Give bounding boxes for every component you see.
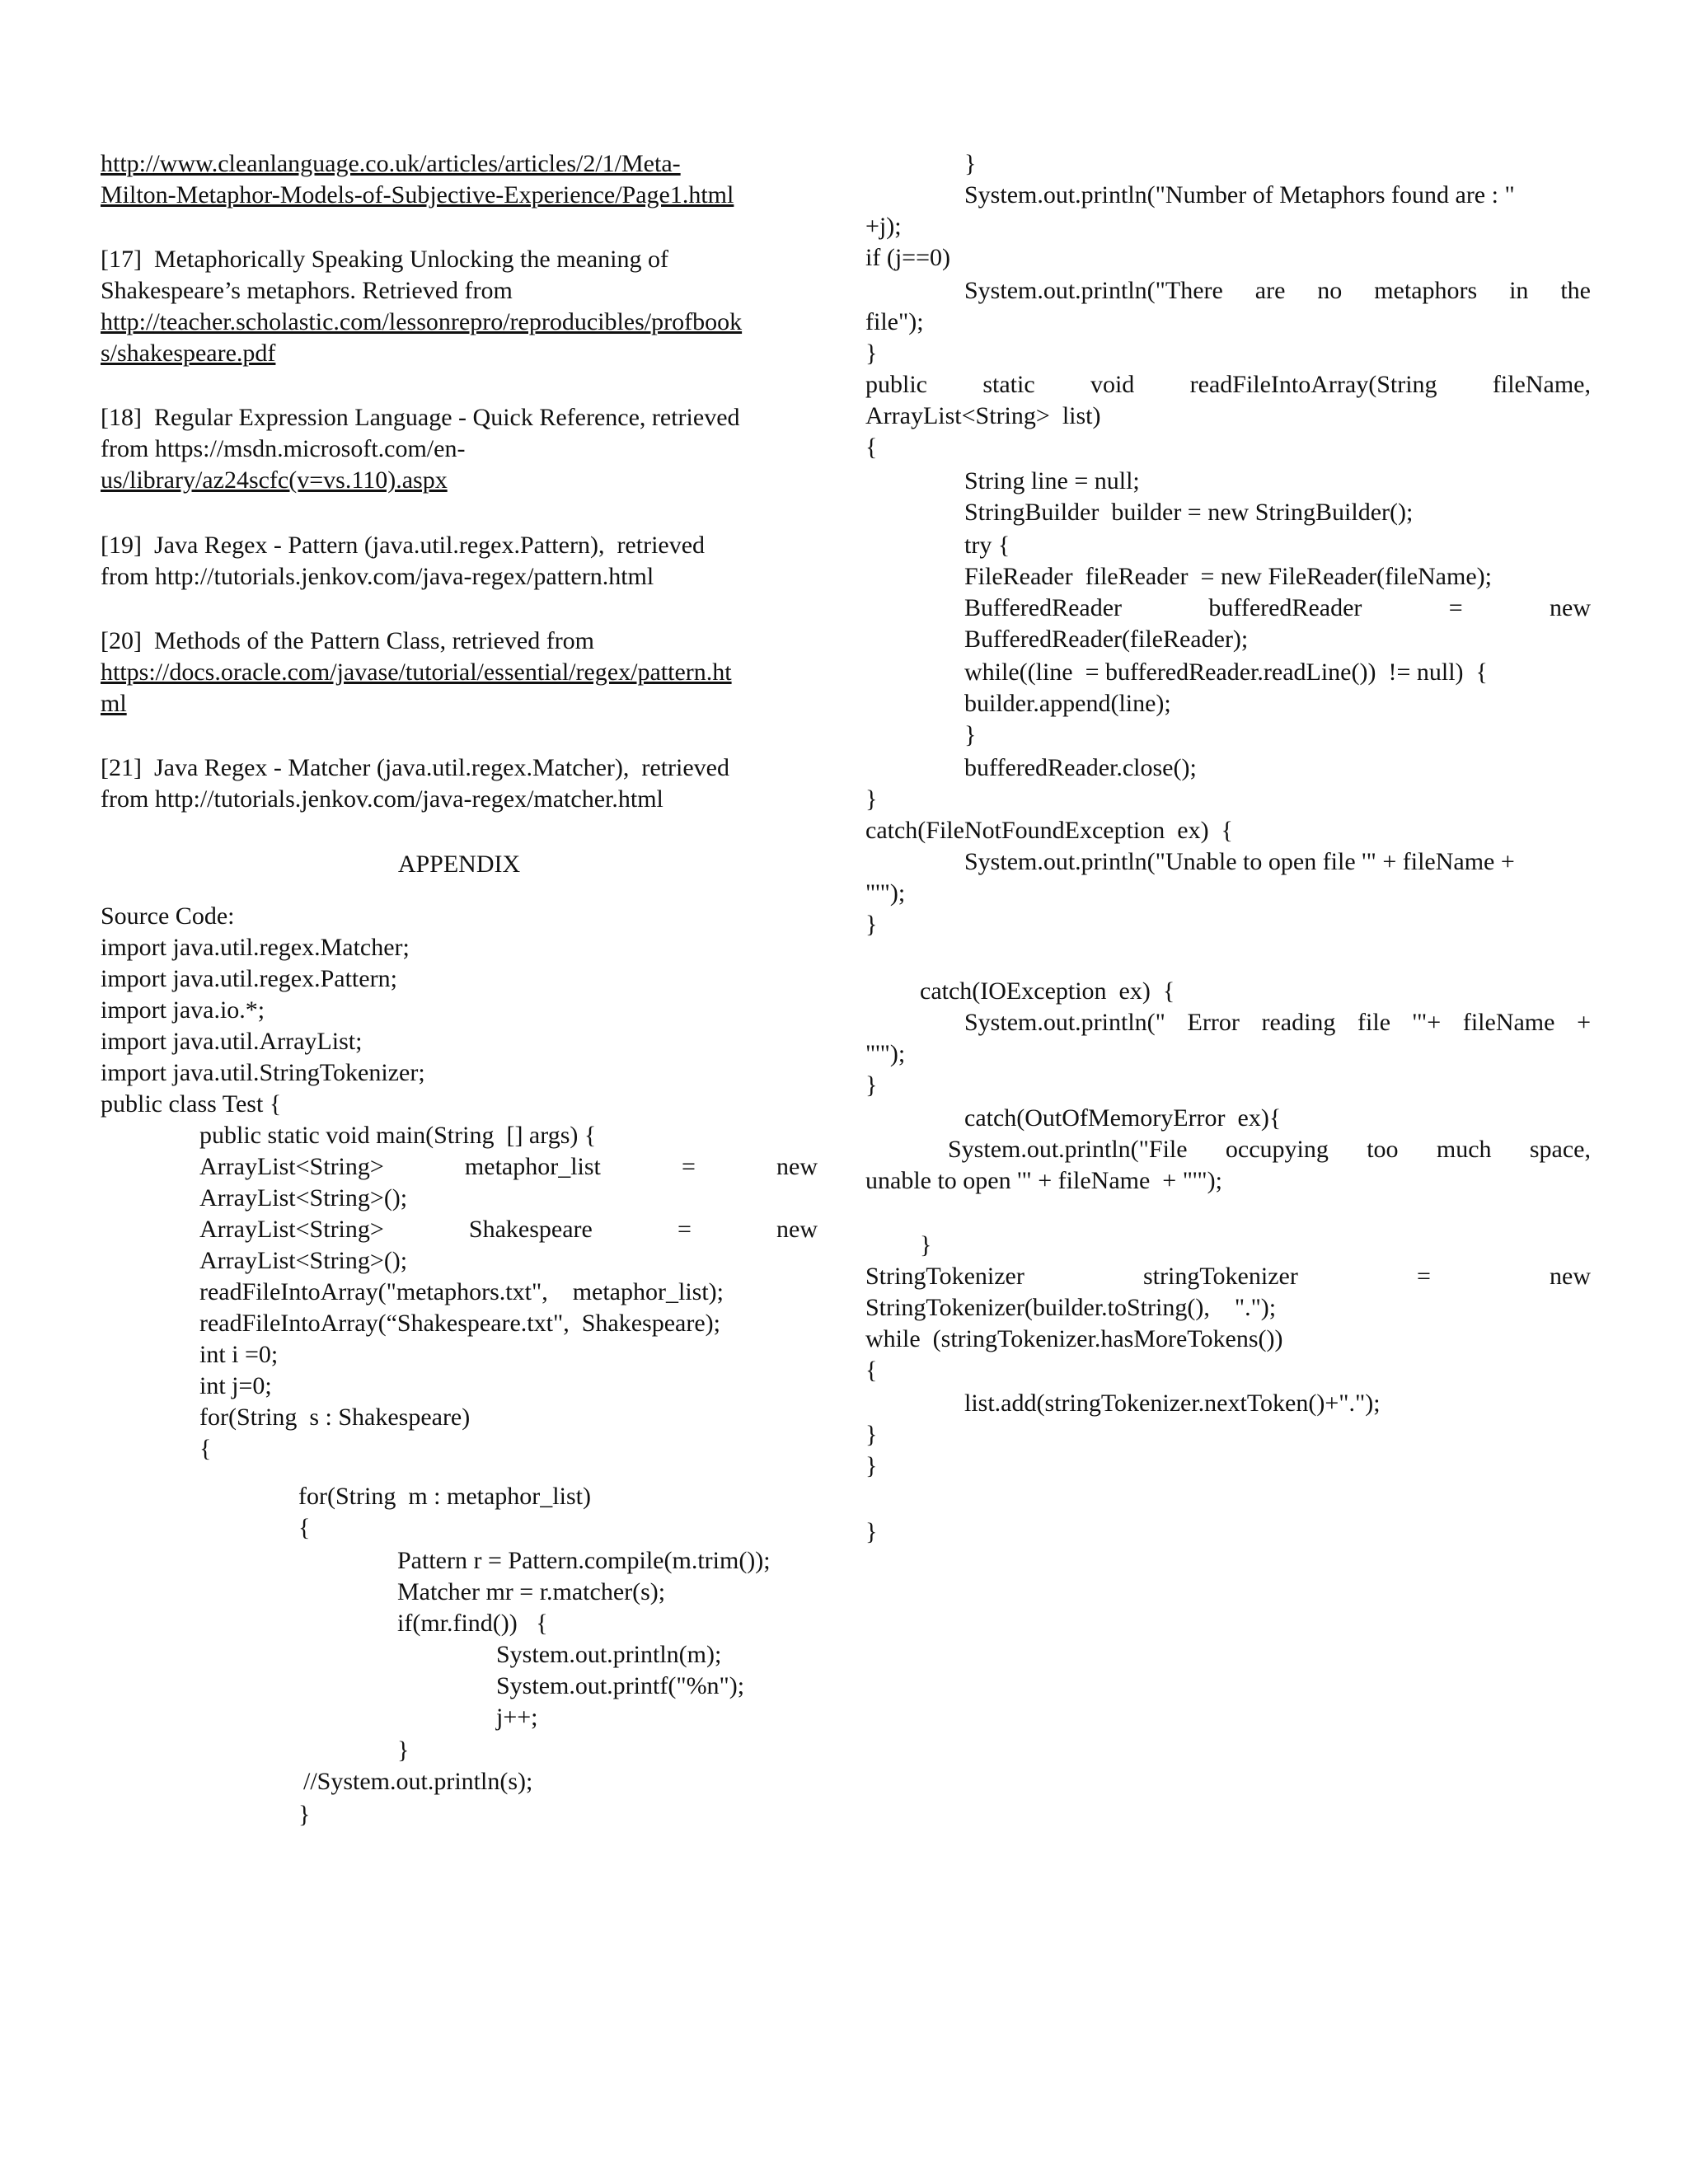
code-line: builder.append(line); [964, 690, 1171, 717]
code-line: } [298, 1801, 311, 1828]
code-line: FileReader fileReader = new FileReader(fileName); [964, 563, 1492, 590]
code-line: "'"); [865, 879, 906, 907]
reference-19: [19] Java Regex - Pattern (java.util.regex.Pattern), retrieved [101, 532, 706, 559]
code-line: StringTokenizer stringTokenizer = new [865, 1263, 1591, 1290]
code-line: ArrayList<String> list) [865, 402, 1101, 429]
code-line: { [298, 1514, 311, 1541]
code-line: } [865, 1421, 878, 1448]
code-line: import java.io.*; [101, 996, 265, 1024]
code-line: for(String s : Shakespeare) [199, 1404, 471, 1431]
reference-text: from http://tutorials.jenkov.com/java-regex/matcher.html [101, 785, 663, 813]
reference-link[interactable]: s/shakespeare.pdf [101, 340, 276, 367]
reference-link[interactable]: https://docs.oracle.com/javase/tutorial/essential/regex/pattern.ht [101, 658, 732, 686]
code-line: System.out.println("Unable to open file '" + fileName + [964, 848, 1515, 875]
code-line: BufferedReader bufferedReader = new [964, 594, 1591, 621]
code-line: } [865, 911, 878, 938]
code-line: bufferedReader.close(); [964, 754, 1197, 781]
code-line: String line = null; [964, 467, 1140, 494]
code-line: file"); [865, 308, 924, 335]
code-line: } [865, 785, 878, 813]
reference-link[interactable]: Milton-Metaphor-Models-of-Subjective-Experience/Page1.html [101, 181, 734, 209]
code-line: import java.util.ArrayList; [101, 1028, 363, 1055]
code-line: System.out.println(m); [496, 1641, 722, 1668]
code-line: list.add(stringTokenizer.nextToken()+"."); [964, 1390, 1381, 1417]
code-line: } [920, 1231, 932, 1258]
code-line: public class Test { [101, 1090, 282, 1118]
code-line: j++; [496, 1704, 538, 1731]
code-line: ArrayList<String>(); [199, 1184, 408, 1212]
reference-text: from https://msdn.microsoft.com/en- [101, 435, 466, 462]
source-code-label: Source Code: [101, 902, 235, 930]
code-line: "'"); [865, 1040, 906, 1067]
code-line: try { [964, 532, 1010, 559]
code-line: ArrayList<String> Shakespeare = new [199, 1216, 818, 1243]
code-line: Pattern r = Pattern.compile(m.trim()); [397, 1547, 771, 1574]
reference-link[interactable]: http://www.cleanlanguage.co.uk/articles/articles/2/1/Meta- [101, 150, 681, 177]
reference-18: [18] Regular Expression Language - Quick Reference, retrieved [101, 404, 740, 431]
code-line: for(String m : metaphor_list) [298, 1483, 591, 1510]
code-line: while (stringTokenizer.hasMoreTokens()) [865, 1325, 1283, 1352]
code-line: unable to open '" + fileName + "'"); [865, 1167, 1222, 1194]
code-line: catch(OutOfMemoryError ex){ [964, 1104, 1282, 1132]
code-line: } [865, 340, 878, 367]
code-line: System.out.println("File occupying too much space, [948, 1136, 1591, 1163]
code-line: catch(IOException ex) { [920, 977, 1175, 1005]
code-line: ArrayList<String>(); [199, 1247, 408, 1274]
code-line: ArrayList<String> metaphor_list = new [199, 1153, 818, 1180]
code-line: System.out.printf("%n"); [496, 1672, 745, 1699]
reference-20: [20] Methods of the Pattern Class, retrieved from [101, 627, 595, 654]
code-line: //System.out.println(s); [303, 1768, 533, 1795]
code-line: Matcher mr = r.matcher(s); [397, 1578, 666, 1605]
appendix-heading: APPENDIX [397, 851, 521, 878]
code-line: } [964, 721, 977, 748]
code-line: { [865, 1357, 878, 1384]
code-line: import java.util.regex.Matcher; [101, 934, 410, 961]
reference-link[interactable]: us/library/az24scfc(v=vs.110).aspx [101, 466, 448, 494]
reference-text: Shakespeare’s metaphors. Retrieved from [101, 277, 513, 304]
code-line: catch(FileNotFoundException ex) { [865, 817, 1233, 844]
code-line: readFileIntoArray("metaphors.txt", metaphor_list); [199, 1278, 724, 1305]
reference-text: from http://tutorials.jenkov.com/java-regex/pattern.html [101, 563, 654, 590]
code-line: if (j==0) [865, 244, 950, 271]
code-line: readFileIntoArray(“Shakespeare.txt", Shakespeare); [199, 1310, 720, 1337]
code-line: BufferedReader(fileReader); [964, 626, 1249, 653]
reference-link[interactable]: http://teacher.scholastic.com/lessonrepro/reproducibles/profbook [101, 308, 743, 335]
code-line: System.out.println("There are no metaphors in the [964, 277, 1591, 304]
code-line: } [865, 1518, 878, 1545]
code-line: int j=0; [199, 1372, 272, 1399]
code-line: public static void readFileIntoArray(String fileName, [865, 371, 1591, 398]
code-line: if(mr.find()) { [397, 1610, 548, 1637]
code-line: +j); [865, 213, 902, 240]
reference-17: [17] Metaphorically Speaking Unlocking the meaning of [101, 246, 668, 273]
code-line: } [865, 1452, 878, 1479]
code-line: import java.util.regex.Pattern; [101, 965, 397, 992]
code-line: { [865, 434, 878, 461]
reference-21: [21] Java Regex - Matcher (java.util.regex.Matcher), retrieved [101, 754, 729, 781]
code-line: StringBuilder builder = new StringBuilder(); [964, 499, 1414, 526]
code-line: import java.util.StringTokenizer; [101, 1059, 425, 1086]
code-line: System.out.println("Number of Metaphors found are : " [964, 181, 1515, 209]
code-line: System.out.println(" Error reading file '"+ fileName + [964, 1009, 1591, 1036]
code-line: StringTokenizer(builder.toString(), "."); [865, 1294, 1277, 1321]
code-line: } [964, 150, 977, 177]
reference-link[interactable]: ml [101, 690, 127, 717]
code-line: { [199, 1435, 212, 1462]
code-line: } [865, 1071, 878, 1099]
code-line: public static void main(String [] args) { [199, 1122, 597, 1149]
code-line: while((line = bufferedReader.readLine()) != null) { [964, 658, 1488, 686]
code-line: } [397, 1736, 410, 1764]
code-line: int i =0; [199, 1341, 279, 1368]
